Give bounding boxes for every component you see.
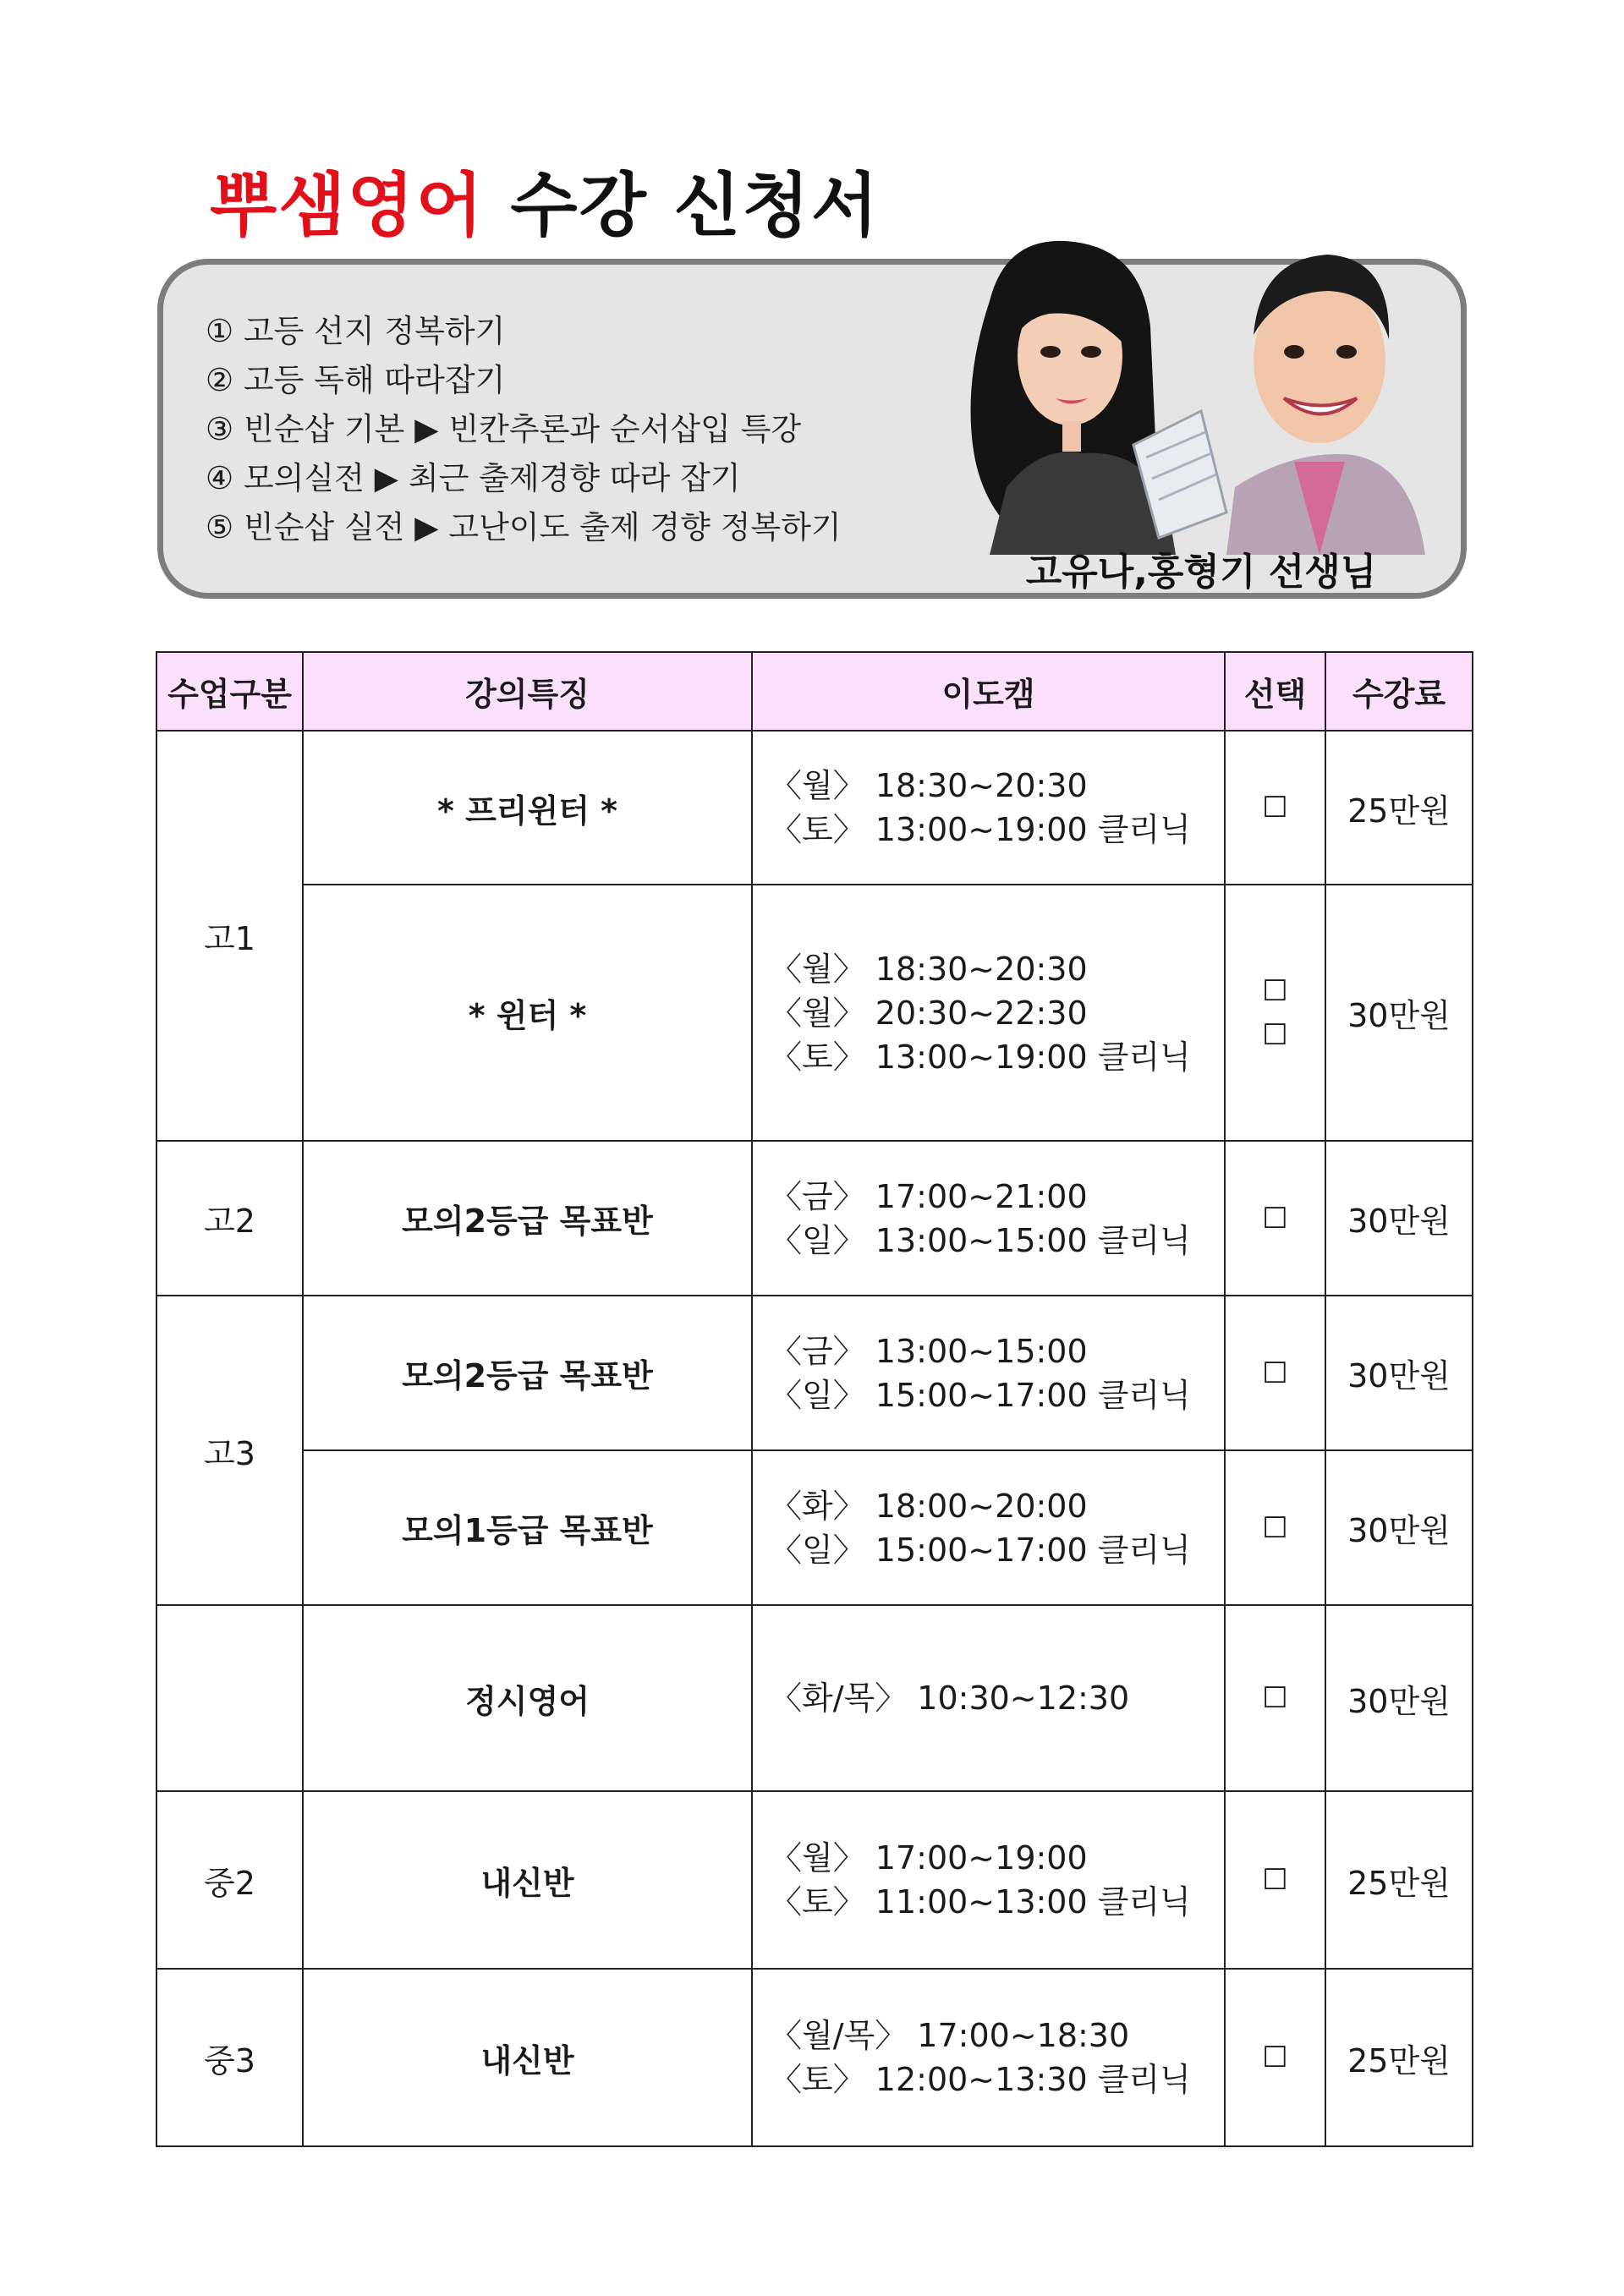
grade-cell: 중2 <box>156 1791 303 1969</box>
course-overview-item: ③ 빈순삽 기본 ▶ 빈칸추론과 순서삽입 특강 <box>206 411 802 447</box>
grade-cell: 고3 <box>156 1296 303 1605</box>
grade-cell: 고1 <box>156 731 303 1141</box>
time-slot: 〈토〉 13:00~19:00 클리닉 <box>770 811 1191 848</box>
select-checkbox[interactable]: ☐ <box>1262 1356 1288 1390</box>
select-checkbox[interactable]: ☐ <box>1262 1510 1288 1545</box>
time-slot: 〈일〉 15:00~17:00 클리닉 <box>770 1531 1191 1569</box>
table-row <box>156 1969 1473 2146</box>
select-cell <box>1225 885 1325 1141</box>
select-cell <box>1225 1450 1325 1605</box>
header-campus-time: 이도캠 <box>752 652 1225 731</box>
header-fee: 수강료 <box>1325 652 1473 731</box>
feature-cell: 모의1등급 목표반 <box>303 1450 752 1605</box>
table-row <box>156 731 1473 885</box>
table-row <box>156 1791 1473 1969</box>
times-cell <box>752 1791 1225 1969</box>
course-overview-list <box>206 307 842 552</box>
times-cell <box>752 1969 1225 2146</box>
course-overview-item: ④ 모의실전 ▶ 최근 출제경향 따라 잡기 <box>206 460 741 496</box>
time-slot: 〈월〉 20:30~22:30 <box>770 994 1088 1032</box>
time-slot: 〈월〉 18:30~20:30 <box>770 767 1088 804</box>
time-slot: 〈토〉 11:00~13:00 클리닉 <box>770 1883 1191 1921</box>
table-row <box>156 1605 1473 1791</box>
select-checkbox[interactable]: ☐ <box>1262 1681 1288 1715</box>
form-title: 수강 신청서 <box>510 166 881 246</box>
time-slot: 〈일〉 15:00~17:00 클리닉 <box>770 1376 1191 1414</box>
time-slot: 〈월〉 18:30~20:30 <box>770 950 1088 988</box>
fee-cell: 30만원 <box>1325 1450 1473 1605</box>
grade-cell: 고2 <box>156 1141 303 1296</box>
fee-cell: 30만원 <box>1325 1605 1473 1791</box>
fee-cell: 25만원 <box>1325 1791 1473 1969</box>
times-cell <box>752 1141 1225 1296</box>
feature-cell: * 윈터 * <box>303 885 752 1141</box>
feature-cell: 정시영어 <box>303 1605 752 1791</box>
feature-cell: 내신반 <box>303 1969 752 2146</box>
time-slot: 〈월/목〉 17:00~18:30 <box>770 2017 1130 2054</box>
course-overview-item: ⑤ 빈순삽 실전 ▶ 고난이도 출제 경향 정복하기 <box>206 509 842 545</box>
table-row <box>156 1141 1473 1296</box>
fee-cell: 25만원 <box>1325 731 1473 885</box>
table-row <box>156 885 1473 1141</box>
time-slot: 〈월〉 17:00~19:00 <box>770 1839 1088 1877</box>
time-slot: 〈금〉 13:00~15:00 <box>770 1332 1088 1370</box>
select-checkbox[interactable]: ☐ <box>1262 791 1288 825</box>
select-checkbox[interactable]: ☐ <box>1262 1201 1288 1236</box>
male-teacher-illustration <box>1226 255 1425 555</box>
select-cell <box>1225 1969 1325 2146</box>
table-header-row <box>156 652 1473 731</box>
feature-cell: 모의2등급 목표반 <box>303 1296 752 1450</box>
grade-cell <box>156 1605 303 1791</box>
fee-cell: 25만원 <box>1325 1969 1473 2146</box>
time-slot: 〈일〉 13:00~15:00 클리닉 <box>770 1221 1191 1259</box>
teachers-caption: 고유나,홍형기 선생님 <box>1025 551 1377 594</box>
select-checkbox[interactable]: ☐ <box>1262 1017 1288 1052</box>
times-cell <box>752 731 1225 885</box>
fee-cell: 30만원 <box>1325 885 1473 1141</box>
female-teacher-illustration <box>971 241 1227 555</box>
grade-cell: 중3 <box>156 1969 303 2146</box>
header-select: 선택 <box>1225 652 1325 731</box>
course-overview-item: ② 고등 독해 따라잡기 <box>206 362 506 398</box>
time-slot: 〈토〉 12:00~13:30 클리닉 <box>770 2061 1191 2098</box>
header-class-type: 수업구분 <box>156 652 303 731</box>
select-cell <box>1225 1605 1325 1791</box>
time-slot: 〈토〉 13:00~19:00 클리닉 <box>770 1038 1191 1076</box>
times-cell <box>752 885 1225 1141</box>
course-overview-item: ① 고등 선지 정복하기 <box>206 313 506 349</box>
fee-cell: 30만원 <box>1325 1296 1473 1450</box>
time-slot: 〈화〉 18:00~20:00 <box>770 1487 1088 1525</box>
times-cell <box>752 1605 1225 1791</box>
times-cell <box>752 1450 1225 1605</box>
select-cell <box>1225 1296 1325 1450</box>
brand-name: 뿌샘영어 <box>210 166 485 246</box>
header-lecture-feature: 강의특징 <box>303 652 752 731</box>
select-checkbox[interactable]: ☐ <box>1262 973 1288 1008</box>
page-title <box>210 151 880 249</box>
select-checkbox[interactable]: ☐ <box>1262 2041 1288 2074</box>
time-slot: 〈화/목〉 10:30~12:30 <box>770 1680 1130 1717</box>
select-cell <box>1225 731 1325 885</box>
feature-cell: * 프리윈터 * <box>303 731 752 885</box>
times-cell <box>752 1296 1225 1450</box>
feature-cell: 모의2등급 목표반 <box>303 1141 752 1296</box>
select-checkbox[interactable]: ☐ <box>1262 1863 1288 1897</box>
select-cell <box>1225 1141 1325 1296</box>
schedule-table <box>156 651 1473 2147</box>
teachers-caricature <box>956 233 1429 555</box>
table-row <box>156 1296 1473 1450</box>
feature-cell: 내신반 <box>303 1791 752 1969</box>
fee-cell: 30만원 <box>1325 1141 1473 1296</box>
select-cell <box>1225 1791 1325 1969</box>
table-row <box>156 1450 1473 1605</box>
time-slot: 〈금〉 17:00~21:00 <box>770 1177 1088 1215</box>
